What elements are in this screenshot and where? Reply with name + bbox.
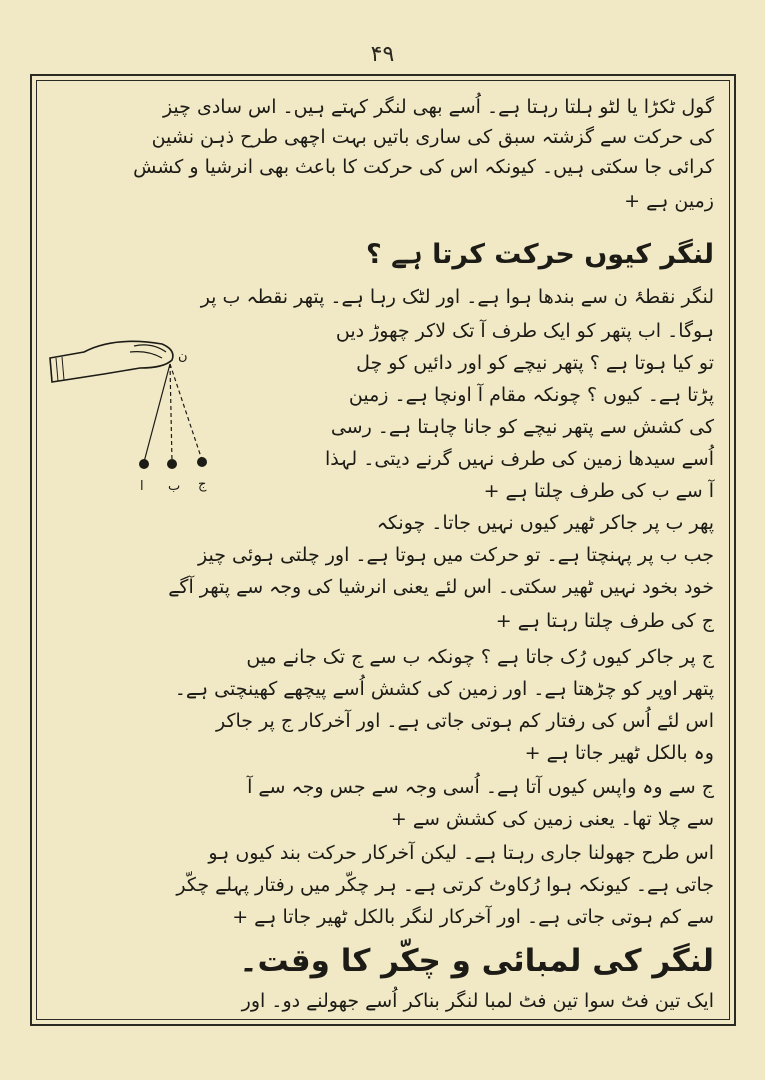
text-line: تو کیا ہوتا ہے ؟ پتھر نیچے کو اور دائیں کو چل <box>356 352 714 374</box>
text-line: اس طرح جھولنا جاری رہتا ہے۔ لیکن آخرکار حرکت بند کیوں ہو <box>208 842 714 864</box>
text-line: ہوگا۔ اب پتھر کو ایک طرف آ تک لاکر چھوڑ دیں <box>335 320 714 342</box>
text-line: سے چلا تھا۔ یعنی زمین کی کشش سے + <box>390 808 714 830</box>
text-line: پھر ب پر جاکر ٹھیر کیوں نہیں جاتا۔ چونکہ <box>376 512 714 534</box>
hand-illustration <box>50 341 173 382</box>
fingers-illustration <box>130 345 166 358</box>
text-line: کی کشش سے پتھر نیچے کو جانا چاہتا ہے۔ رسی <box>330 416 714 438</box>
pivot-label: ن <box>178 349 188 364</box>
page-text <box>44 86 722 1016</box>
pendulum-figure <box>44 330 244 510</box>
text-line: ج سے وہ واپس کیوں آتا ہے۔ اُسی وجہ سے جس وجہ سے آ <box>247 776 714 798</box>
text-line: خود بخود نہیں ٹھیر سکتی۔ اس لئے یعنی انرشیا کی وجہ سے پتھر آگے <box>168 576 714 598</box>
sleeve-hatching <box>50 357 64 382</box>
text-line: پتھر اوپر کو چڑھتا ہے۔ اور زمین کی کشش اُسے پیچھے کھینچتی ہے۔ <box>174 678 714 700</box>
pendulum-bob <box>197 457 207 467</box>
pendulum-string-dashed <box>170 364 172 462</box>
text-line: کرائی جا سکتی ہیں۔ کیونکہ اس کی حرکت کا باعث بھی انرشیا و کشش <box>133 156 714 178</box>
text-line: زمین ہے + <box>624 190 714 212</box>
text-line: پڑتا ہے۔ کیوں ؟ چونکہ مقام آ اونچا ہے۔ زمین <box>348 384 714 406</box>
text-line: جب ب پر پہنچتا ہے۔ تو حرکت میں ہوتا ہے۔ اور چلتی ہوئی چیز <box>197 544 714 566</box>
text-line: جاتی ہے۔ کیونکہ ہوا رُکاوٹ کرتی ہے۔ ہر چکّر میں رفتار پہلے چکّر <box>176 874 714 896</box>
text-line: ایک تین فٹ سوا تین فٹ لمبا لنگر بناکر اُسے جھولنے دو۔ اور <box>241 990 714 1012</box>
section-heading: لنگر کی لمبائی و چکّر کا وقت۔ <box>239 943 714 979</box>
text-line: سے کم ہوتی جاتی ہے۔ اور آخرکار لنگر بالکل ٹھیر جاتا ہے + <box>232 906 714 928</box>
text-line: ج کی طرف چلتا رہتا ہے + <box>495 610 714 632</box>
position-label: ج <box>198 477 207 492</box>
text-line: اس لئے اُس کی رفتار کم ہوتی جاتی ہے۔ اور آخرکار ج پر جاکر <box>215 710 714 732</box>
pendulum-string-dashed <box>170 364 202 460</box>
text-line: گول ٹکڑا یا لٹو ہلتا رہتا ہے۔ اُسے بھی لنگر کہتے ہیں۔ اس سادی چیز <box>162 96 714 118</box>
section-heading: لنگر کیوں حرکت کرتا ہے ؟ <box>366 239 714 270</box>
pendulum-bob <box>139 459 149 469</box>
text-line: کی حرکت سے گزشتہ سبق کی ساری باتیں بہت اچھی طرح ذہن نشین <box>151 126 714 148</box>
pendulum-diagram <box>44 330 244 510</box>
text-line: ج پر جاکر کیوں رُک جاتا ہے ؟ چونکہ ب سے ج تک جانے میں <box>246 646 714 668</box>
text-line: لنگر نقطۂ ن سے بندھا ہوا ہے۔ اور لٹک رہا ہے۔ پتھر نقطہ ب پر <box>200 286 714 308</box>
position-label: ب <box>168 479 181 494</box>
text-line: آ سے ب کی طرف چلتا ہے + <box>483 480 714 502</box>
page-number: ۴۹ <box>370 42 395 67</box>
text-line: وہ بالکل ٹھیر جاتا ہے + <box>524 742 714 764</box>
position-label: ا <box>140 479 144 494</box>
pendulum-bob <box>167 459 177 469</box>
text-line: اُسے سیدھا زمین کی طرف نہیں گرنے دیتی۔ لہذا <box>324 448 714 470</box>
pendulum-string <box>144 364 170 462</box>
